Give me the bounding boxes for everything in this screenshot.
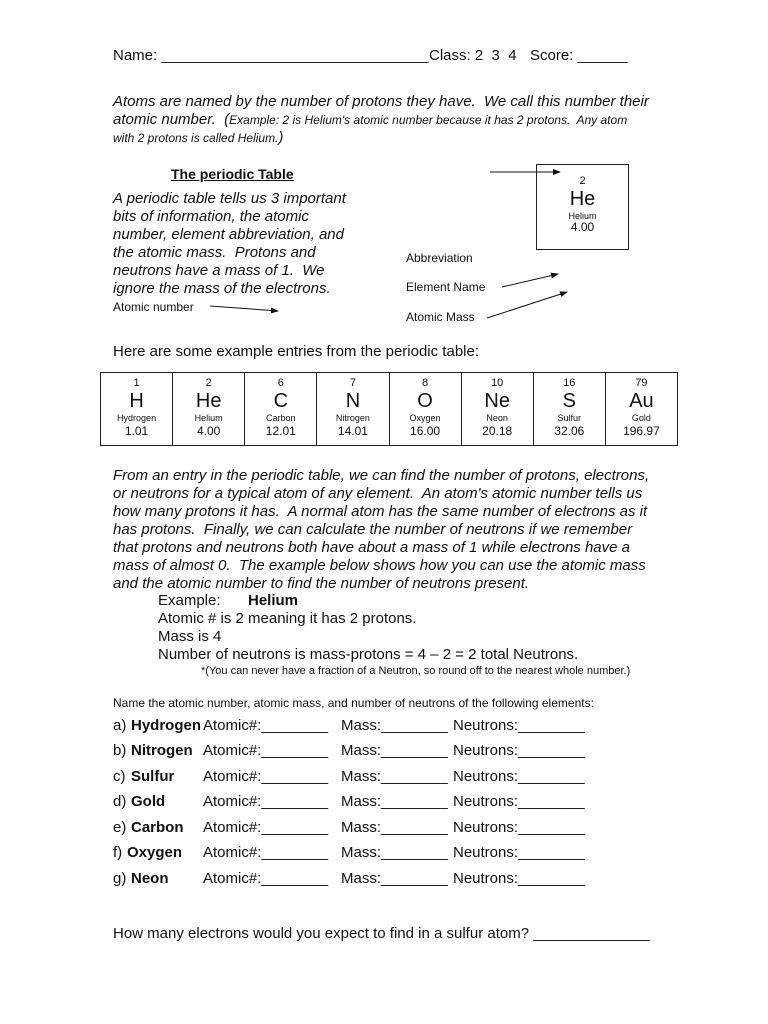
description-line: A periodic table tells us 3 important — [113, 190, 346, 207]
helium-mass: 4.00 — [570, 219, 595, 234]
atomic-answer-field[interactable]: Atomic#:________ — [203, 742, 329, 759]
atomic-mass: 16.00 — [410, 424, 441, 438]
atomic-number: 10 — [491, 377, 504, 389]
element-name: Oxygen — [409, 413, 441, 423]
intro-text: atomic number. ( — [113, 111, 230, 128]
explanation-line: has protons. Finally, we can calculate the number of neutrons if we remember — [113, 521, 633, 538]
atomic-answer-field[interactable]: Atomic#:________ — [203, 819, 329, 836]
arrow-icon — [502, 274, 558, 287]
label-abbreviation: Abbreviation — [406, 251, 473, 265]
element-name: Gold — [631, 413, 651, 423]
question-letter: a) — [113, 717, 127, 734]
question-letter: f) — [113, 844, 123, 861]
element-name: Neon — [486, 413, 508, 423]
example-line: Mass is 4 — [158, 628, 222, 645]
atomic-mass: 20.18 — [482, 424, 513, 438]
description-line: the atomic mass. Protons and — [113, 244, 316, 261]
element-symbol: Au — [629, 390, 654, 412]
element-symbol: S — [562, 390, 576, 412]
atomic-answer-field[interactable]: Atomic#:________ — [203, 768, 329, 785]
element-symbol: C — [273, 390, 289, 412]
atomic-answer-field[interactable]: Atomic#:________ — [203, 793, 329, 810]
example-element: Helium — [248, 592, 299, 609]
example-line: Atomic # is 2 meaning it has 2 protons. — [158, 610, 417, 627]
element-cell — [101, 373, 173, 445]
element-symbol: N — [345, 390, 361, 412]
element-symbol: H — [129, 390, 144, 412]
question-element: Neon — [131, 870, 169, 887]
element-cell — [390, 373, 462, 445]
label-atomic-number: Atomic number — [113, 300, 194, 314]
label-atomic-mass: Atomic Mass — [406, 310, 475, 324]
examples-intro: Here are some example entries from the periodic table: — [113, 343, 480, 360]
atomic-mass: 196.97 — [623, 424, 660, 438]
description-line: neutrons have a mass of 1. We — [113, 262, 325, 279]
atomic-mass: 4.00 — [197, 424, 221, 438]
question-letter: c) — [113, 768, 126, 785]
element-cell — [173, 373, 245, 445]
atomic-answer-field[interactable]: Atomic#:________ — [203, 717, 329, 734]
atomic-answer-field[interactable]: Atomic#:________ — [203, 844, 329, 861]
atomic-number: 8 — [422, 377, 429, 389]
element-name: Nitrogen — [335, 413, 370, 423]
explanation-line: From an entry in the periodic table, we can find the number of protons, electrons, — [113, 467, 650, 484]
description-line: bits of information, the atomic — [113, 208, 309, 225]
class-field: Class: 2 3 4 — [429, 47, 517, 64]
arrow-icon — [487, 292, 567, 318]
atomic-number: 1 — [133, 377, 140, 389]
element-name: Hydrogen — [117, 413, 157, 423]
explanation-line: mass of almost 0. The example below shows how you can use the atomic mass — [113, 557, 646, 574]
neutrons-answer-field[interactable]: Neutrons:________ — [453, 742, 585, 759]
intro-line: Atoms are named by the number of protons they have. We call this number their — [113, 93, 649, 110]
question-element: Carbon — [131, 819, 184, 836]
explanation-line: how many protons it has. A normal atom has the same number of electrons as it — [113, 503, 648, 520]
helium-symbol: He — [569, 187, 596, 210]
question-element: Nitrogen — [131, 742, 193, 759]
element-cell — [606, 373, 677, 445]
mass-answer-field[interactable]: Mass:________ — [341, 870, 448, 887]
element-symbol: He — [195, 390, 222, 412]
description-line: number, element abbreviation, and — [113, 226, 344, 243]
label-element-name: Element Name — [406, 280, 486, 294]
element-cell — [534, 373, 606, 445]
atomic-mass: 14.01 — [337, 424, 368, 438]
example-label: Example: — [158, 592, 221, 609]
mass-answer-field[interactable]: Mass:________ — [341, 742, 448, 759]
mass-answer-field[interactable]: Mass:________ — [341, 819, 448, 836]
mass-answer-field[interactable]: Mass:________ — [341, 717, 448, 734]
intro-example: with 2 protons is called Helium. — [113, 131, 279, 145]
mass-answer-field[interactable]: Mass:________ — [341, 793, 448, 810]
name-field[interactable]: Name: ________________________________ — [113, 47, 429, 64]
periodic-table-examples — [100, 372, 678, 446]
final-question[interactable]: How many electrons would you expect to find in a sulfur atom? ______________ — [113, 925, 651, 942]
question-element: Gold — [131, 793, 166, 810]
question-letter: e) — [113, 819, 127, 836]
example-note: *(You can never have a fraction of a Neutron, so round off to the nearest whole number.) — [201, 665, 631, 677]
neutrons-answer-field[interactable]: Neutrons:________ — [453, 717, 585, 734]
neutrons-answer-field[interactable]: Neutrons:________ — [453, 870, 585, 887]
atomic-number: 2 — [205, 377, 212, 389]
question-element: Sulfur — [131, 768, 175, 785]
atomic-mass: 1.01 — [124, 424, 149, 438]
question-letter: g) — [113, 870, 127, 887]
question-element: Oxygen — [127, 844, 183, 861]
explanation-line: or neutrons for a typical atom of any element. An atom's atomic number tells us — [113, 485, 643, 502]
question-letter: b) — [113, 742, 127, 759]
explanation-line: that protons and neutrons both have about a mass of 1 while electrons have a — [113, 539, 631, 556]
neutrons-answer-field[interactable]: Neutrons:________ — [453, 819, 585, 836]
element-name: Sulfur — [557, 413, 582, 423]
element-name: Helium — [194, 413, 223, 423]
explanation-line: and the atomic number to find the number of neutrons present. — [113, 575, 530, 592]
mass-answer-field[interactable]: Mass:________ — [341, 844, 448, 861]
neutrons-answer-field[interactable]: Neutrons:________ — [453, 793, 585, 810]
neutrons-answer-field[interactable]: Neutrons:________ — [453, 844, 585, 861]
description-line: ignore the mass of the electrons. — [113, 280, 331, 297]
intro-example: Example: 2 is Helium's atomic number because it has 2 protons. Any atom — [229, 113, 628, 127]
helium-number: 2 — [579, 175, 586, 187]
atomic-mass: 12.01 — [265, 424, 296, 438]
element-symbol: Ne — [484, 390, 510, 412]
arrow-icon — [210, 306, 278, 311]
question-letter: d) — [113, 793, 127, 810]
atomic-mass: 32.06 — [554, 424, 585, 438]
element-cell — [462, 373, 534, 445]
score-field[interactable]: Score: ______ — [530, 47, 628, 64]
neutrons-answer-field[interactable]: Neutrons:________ — [453, 768, 585, 785]
helium-name: Helium — [568, 210, 597, 221]
element-cell — [317, 373, 389, 445]
instructions: Name the atomic number, atomic mass, and number of neutrons of the following elements: — [113, 696, 594, 710]
element-symbol: O — [417, 390, 433, 412]
atomic-number: 7 — [349, 377, 356, 389]
atomic-number: 79 — [635, 377, 648, 389]
section-title: The periodic Table — [171, 166, 294, 182]
element-name: Carbon — [266, 413, 296, 423]
intro-paren: ) — [278, 129, 284, 146]
mass-answer-field[interactable]: Mass:________ — [341, 768, 448, 785]
atomic-answer-field[interactable]: Atomic#:________ — [203, 870, 329, 887]
atomic-number: 16 — [563, 377, 576, 389]
element-cell — [245, 373, 317, 445]
atomic-number: 6 — [277, 377, 284, 389]
question-element: Hydrogen — [131, 717, 202, 734]
example-line: Number of neutrons is mass-protons = 4 – 2 = 2 total Neutrons. — [158, 646, 579, 663]
